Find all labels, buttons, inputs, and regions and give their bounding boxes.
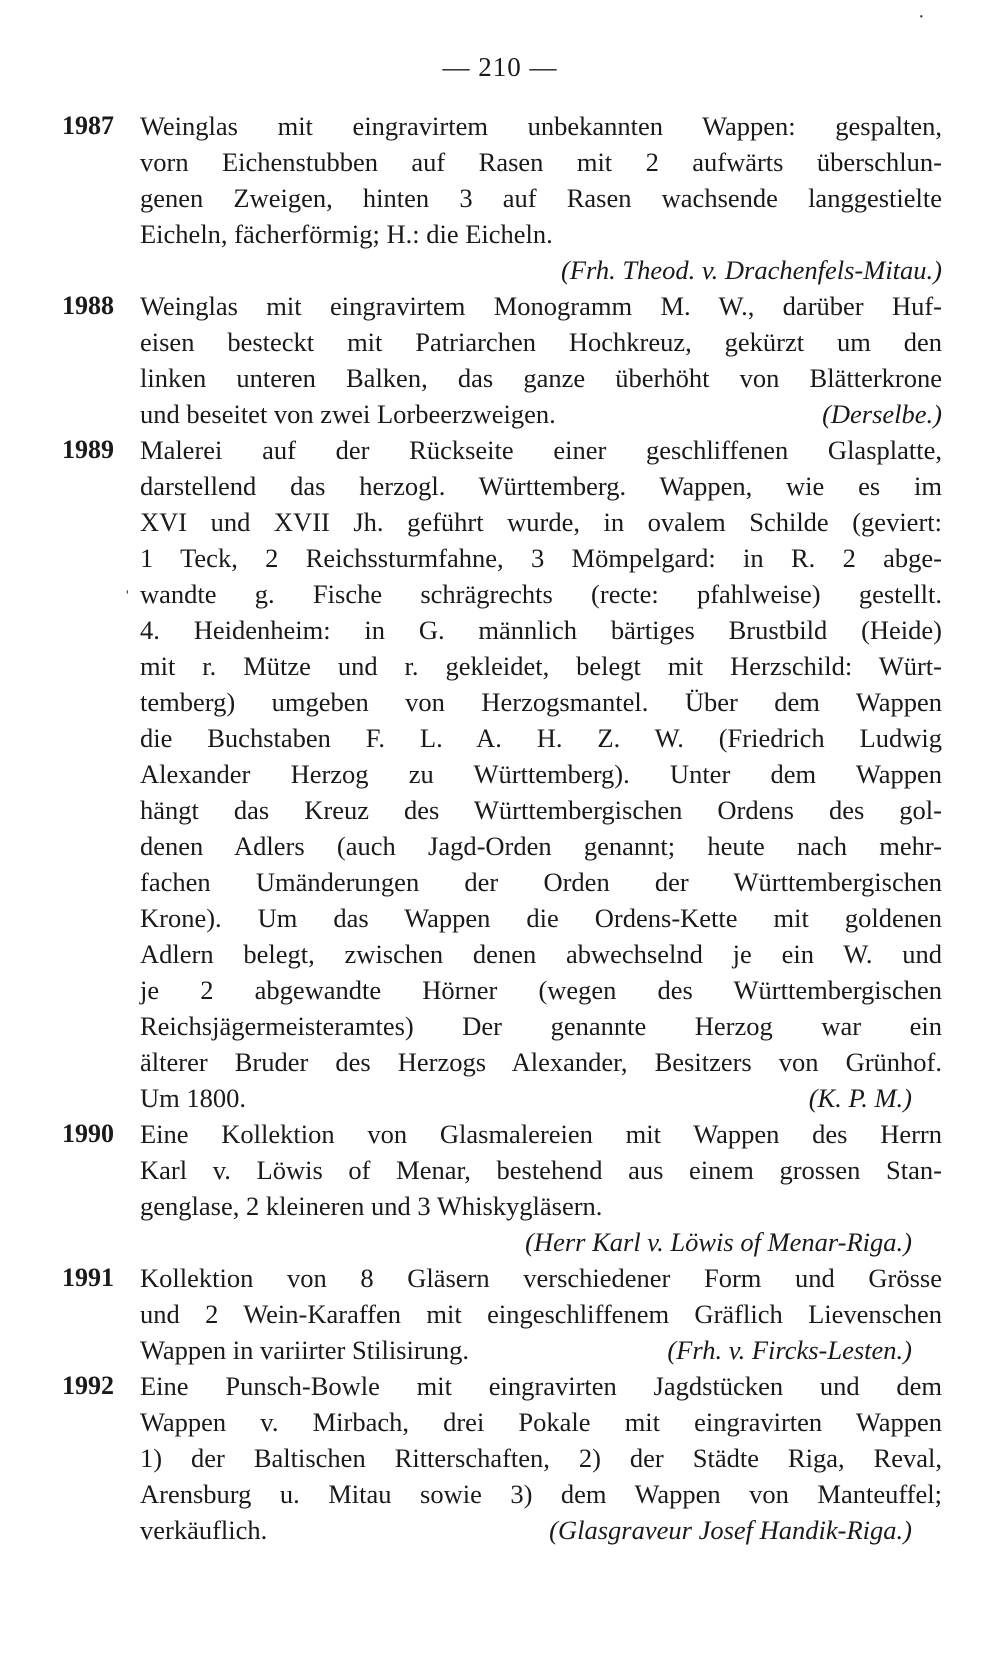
catalog-entry (62, 108, 942, 288)
entry-source: (Frh. Theod. v. Drachenfels-Mitau.) (561, 255, 942, 285)
catalog-entry (62, 432, 942, 1116)
text-line: Eine Punsch-Bowle mit eingravirten Jagdstücken und dem (140, 1371, 942, 1401)
text-line: 1) der Baltischen Ritterschaften, 2) der Städte Riga, Reval, (140, 1443, 942, 1473)
text-line: vorn Eichenstubben auf Rasen mit 2 aufwärts überschlun- (140, 147, 942, 177)
text-fragment: verkäuflich. (140, 1515, 268, 1545)
text-line: eisen besteckt mit Patriarchen Hochkreuz, gekürzt um den (140, 327, 942, 357)
text-line: Eicheln, fächerförmig; H.: die Eicheln. (140, 219, 553, 249)
text-line: genglase, 2 kleineren und 3 Whiskygläsern. (140, 1191, 603, 1221)
entry-number: 1992 (62, 1371, 114, 1400)
catalog-entry (62, 1116, 942, 1260)
text-line: 1 Teck, 2 Reichssturmfahne, 3 Mömpelgard: in R. 2 abge- (140, 543, 942, 573)
entry-source: (Frh. v. Fircks-Lesten.) (667, 1335, 912, 1365)
text-line: genen Zweigen, hinten 3 auf Rasen wachsende langgestielte (140, 183, 942, 213)
entry-source: (K. P. M.) (808, 1083, 912, 1113)
entry-text (140, 288, 942, 432)
text-fragment: Um 1800. (140, 1083, 246, 1113)
entry-number: 1987 (62, 111, 114, 140)
text-line (140, 1512, 942, 1548)
entry-text (140, 1116, 942, 1260)
text-line: XVI und XVII Jh. geführt wurde, in ovalem Schilde (geviert: (140, 507, 942, 537)
text-line: fachen Umänderungen der Orden der Württembergischen (140, 867, 942, 897)
text-line: Reichsjägermeisteramtes) Der genannte Herzog war ein (140, 1011, 942, 1041)
text-line: linken unteren Balken, das ganze überhöht von Blätterkrone (140, 363, 942, 393)
text-line: Arensburg u. Mitau sowie 3) dem Wappen von Manteuffel; (140, 1479, 942, 1509)
catalog-entry (62, 1368, 942, 1548)
entry-number: 1990 (62, 1119, 114, 1148)
text-fragment: und beseitet von zwei Lorbeerzweigen. (140, 399, 556, 429)
text-line: Weinglas mit eingravirtem Monogramm M. W., darüber Huf- (140, 291, 942, 321)
entry-text (140, 1368, 942, 1548)
text-line: Wappen v. Mirbach, drei Pokale mit eingravirten Wappen (140, 1407, 942, 1437)
entry-source: (Herr Karl v. Löwis of Menar-Riga.) (525, 1227, 912, 1257)
catalog-entry (62, 288, 942, 432)
text-line (140, 1332, 942, 1368)
entry-text (140, 1260, 942, 1368)
text-line (140, 396, 942, 432)
entry-source: (Derselbe.) (822, 399, 942, 429)
text-line: Adlern belegt, zwischen denen abwechselnd je ein W. und (140, 939, 942, 969)
text-line: Kollektion von 8 Gläsern verschiedener Form und Grösse (140, 1263, 942, 1293)
entry-number: 1988 (62, 291, 114, 320)
text-line: die Buchstaben F. L. A. H. Z. W. (Friedrich Ludwig (140, 723, 942, 753)
text-line: Eine Kollektion von Glasmalereien mit Wappen des Herrn (140, 1119, 942, 1149)
text-line: darstellend das herzogl. Württemberg. Wappen, wie es im (140, 471, 942, 501)
text-line: denen Adlers (auch Jagd-Orden genannt; heute nach mehr- (140, 831, 942, 861)
text-line: temberg) umgeben von Herzogsmantel. Über dem Wappen (140, 687, 942, 717)
text-line: 4. Heidenheim: in G. männlich bärtiges Brustbild (Heide) (140, 615, 942, 645)
text-line: älterer Bruder des Herzogs Alexander, Besitzers von Grünhof. (140, 1047, 942, 1077)
catalog-entries (62, 108, 942, 1548)
entry-text (140, 108, 942, 288)
text-line: Alexander Herzog zu Württemberg). Unter dem Wappen (140, 759, 942, 789)
page-number: — 210 — (442, 52, 558, 82)
text-line: hängt das Kreuz des Württembergischen Ordens des gol- (140, 795, 942, 825)
text-line: Karl v. Löwis of Menar, bestehend aus einem grossen Stan- (140, 1155, 942, 1185)
text-line: und 2 Wein-Karaffen mit eingeschliffenem Gräflich Lievenschen (140, 1299, 942, 1329)
text-line: Malerei auf der Rückseite einer geschliffenen Glasplatte, (140, 435, 942, 465)
entry-text (140, 432, 942, 1116)
text-fragment: Wappen in variirter Stilisirung. (140, 1335, 470, 1365)
ink-speck: ˌ (124, 572, 131, 594)
text-line: Krone). Um das Wappen die Ordens-Kette mit goldenen (140, 903, 942, 933)
ink-speck: · (918, 6, 925, 28)
entry-number: 1991 (62, 1263, 114, 1292)
entry-source: (Glasgraveur Josef Handik-Riga.) (549, 1515, 912, 1545)
catalog-entry (62, 1260, 942, 1368)
text-line: Weinglas mit eingravirtem unbekannten Wappen: gespalten, (140, 111, 942, 141)
entry-number: 1989 (62, 435, 114, 464)
text-line: je 2 abgewandte Hörner (wegen des Württembergischen (140, 975, 942, 1005)
text-line (140, 1080, 942, 1116)
text-line: mit r. Mütze und r. gekleidet, belegt mit Herzschild: Würt- (140, 651, 942, 681)
text-line: wandte g. Fische schrägrechts (recte: pfahlweise) gestellt. (140, 579, 942, 609)
